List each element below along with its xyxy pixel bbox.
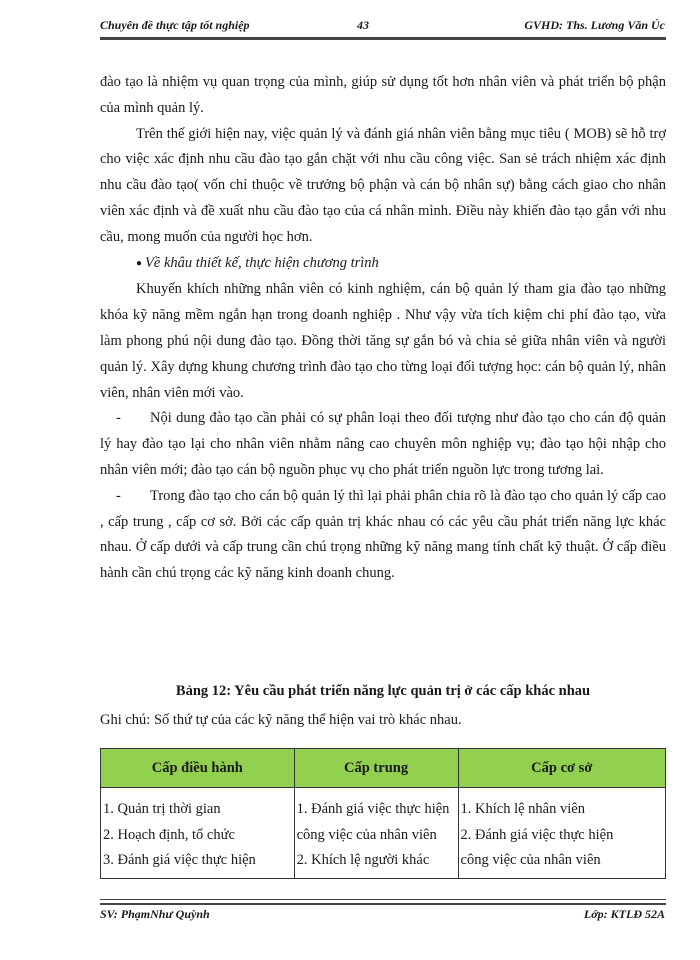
column-header-executive: Cấp điều hành	[101, 749, 295, 788]
cell-line: 2. Khích lệ người khác	[296, 852, 430, 868]
paragraph-1: đào tạo là nhiệm vụ quan trọng của mình, giúp sử dụng tốt hơn nhân viên và phát triển bộ phận của mình quản lý.	[100, 74, 666, 116]
skills-table	[100, 748, 666, 879]
table-row	[101, 788, 666, 879]
page-number: 43	[357, 18, 369, 32]
paragraph-3: Khuyến khích những nhân viên có kinh nghiệm, cán bộ quản lý tham gia đào tạo những khóa kỹ năng mềm ngắn hạn trong doanh nghiệp . Như vậy vừa tích kiệm chi phí đào tạo, vừa làm phong phú nội dung đào tạo. Đồng thời tăng sự gắn bó và chia sẻ giữa nhân viên và người quản lý. Xây dựng khung chương trình đào tạo cho từng loại đối tượng học: cán bộ quản lý, nhân viên, nhân viên mới vào.	[100, 281, 666, 401]
cell-line: 2. Đánh giá việc thực hiện	[460, 826, 614, 843]
page-footer	[100, 907, 665, 925]
subheading-text: Về khâu thiết kế, thực hiện chương trình	[145, 254, 379, 271]
dash-list-item	[100, 484, 666, 587]
paragraph-2: Trên thế giới hiện nay, việc quản lý và đánh giá nhân viên bằng mục tiêu ( MOB) sẽ hỗ trợ cho việc xác định nhu cầu đào tạo gắn chặt với nhu cầu công việc. San sẻ trách nhiệm xác định nhu cầu đào tạo( vốn chỉ thuộc về trưởng bộ phận và cán bộ nhân sự) bằng cách giao cho nhân viên xác định và đề xuất nhu cầu đào tạo của cá nhân mình. Điều này khiến đào tạo gắn với nhu cầu, mong muốn của người học hơn.	[100, 125, 666, 245]
table-title: Bảng 12: Yêu cầu phát triển năng lực quản trị ở các cấp khác nhau	[175, 683, 591, 699]
cell-line: 3. Đánh giá việc thực hiện	[103, 852, 256, 868]
cell-line: 2. Hoạch định, tổ chức	[103, 826, 235, 843]
dash-list-item-text: Trong đào tạo cho cán bộ quản lý thì lại phải phân chia rõ là đào tạo cho quản lý cấp cao , cấp trung , cấp cơ sở. Bởi các cấp quản trị khác nhau có các yêu cầu phát triển năng lực khác nhau. Ở cấp dưới và cấp trung cần chú trọng những kỹ năng mang tính chất kỹ thuật. Ở cấp điều hành cần chú trọng các kỹ năng kinh doanh chung.	[100, 487, 666, 582]
body-text	[100, 70, 666, 587]
dash-marker: -	[116, 410, 121, 427]
table-header-row	[101, 749, 666, 788]
table-note: Ghi chú: Số thứ tự của các kỹ năng thể hiện vai trò khác nhau.	[100, 712, 462, 728]
header-document-title: Chuyên đề thực tập tốt nghiệp	[100, 18, 250, 32]
dash-marker: -	[116, 487, 121, 504]
cell-line: 1. Quản trị thời gian	[103, 801, 221, 817]
footer-class: Lớp: KTLĐ 52A	[583, 907, 665, 921]
header-rule	[100, 37, 666, 40]
cell-line: công việc của nhân viên	[296, 826, 437, 843]
column-header-base: Cấp cơ sở	[458, 749, 665, 788]
footer-rule	[100, 899, 666, 905]
subheading	[100, 251, 666, 278]
cell-line: công việc của nhân viên	[460, 852, 601, 868]
dash-list-item	[100, 406, 666, 483]
cell-line: 1. Khích lệ nhân viên	[460, 801, 585, 817]
header-supervisor: GVHD: Ths. Lương Văn Úc	[524, 18, 665, 32]
bullet-icon: ●	[136, 257, 143, 269]
table-cell-middle	[294, 788, 458, 879]
cell-line: 1. Đánh giá việc thực hiện	[296, 801, 450, 817]
footer-student: SV: PhạmNhư Quỳnh	[100, 907, 210, 921]
table-cell-base	[458, 788, 665, 879]
table-cell-executive	[101, 788, 295, 879]
column-header-middle: Cấp trung	[294, 749, 458, 788]
dash-list-item-text: Nội dung đào tạo cần phải có sự phân loại theo đối tượng như đào tạo cho cán độ quản lý hay đào tạo lại cho nhân viên nhằm nâng cao chuyên môn nghiệp vụ; đào tạo hội nhập cho nhân viên mới; đào tạo cán bộ nguồn phục vụ cho phát triển nguồn lực trong tương lai.	[100, 410, 666, 478]
page-header	[100, 16, 665, 36]
